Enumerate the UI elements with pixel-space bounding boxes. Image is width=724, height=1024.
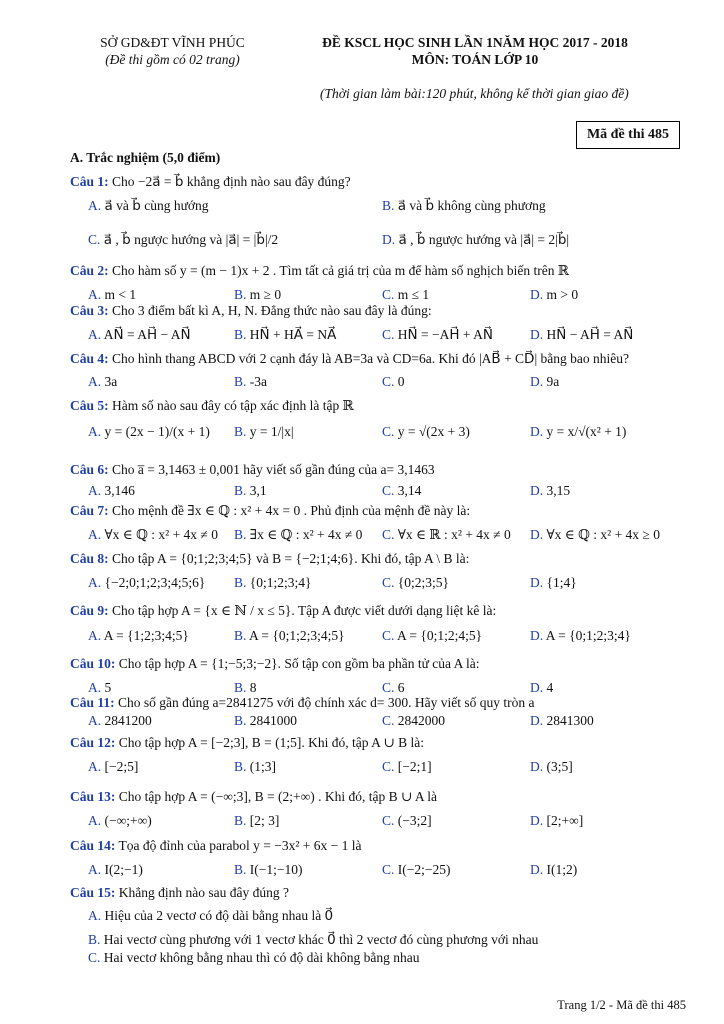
option-text: 8 (249, 680, 257, 695)
option-c (382, 628, 482, 644)
option-d (530, 713, 594, 729)
question-text: Cho tập hợp A = (−∞;3], B = (2;+∞) . Khi đó, tập B ∪ A là (118, 789, 438, 804)
question-5 (70, 398, 354, 414)
option-b (234, 628, 345, 644)
option-letter: D. (530, 759, 544, 774)
option-a (88, 483, 135, 499)
option-text: A = {0;1;2;3;4} (545, 628, 631, 643)
question-4 (70, 351, 629, 367)
option-c (382, 374, 405, 390)
option-text: m ≥ 0 (249, 287, 282, 302)
exam-subject: MÔN: TOÁN LỚP 10 (411, 52, 539, 67)
option-text: 5 (104, 680, 112, 695)
option-letter: B. (234, 287, 247, 302)
option-text: AN⃗ = AH⃗ − AN⃗ (103, 327, 191, 342)
question-label: Câu 3: (70, 303, 109, 318)
option-text: y = 1/|x| (249, 424, 294, 439)
option-text: Hai vectơ cùng phương với 1 vectơ khác 0⃗ thì 2 vectơ đó cùng phương với nhau (103, 932, 539, 947)
option-text: m < 1 (104, 287, 137, 302)
option-b (234, 483, 267, 499)
question-text: Tọa độ đỉnh của parabol y = −3x² + 6x − 1 là (118, 838, 362, 853)
option-a (88, 575, 205, 591)
question-label: Câu 4: (70, 351, 109, 366)
option-letter: C. (382, 759, 395, 774)
option-letter: A. (88, 327, 102, 342)
question-text: Khẳng định nào sau đây đúng ? (118, 885, 289, 900)
option-d (530, 813, 583, 829)
option-letter: B. (234, 424, 247, 439)
option-text: a⃗ , b⃗ ngược hướng và |a⃗| = 2|b⃗| (398, 232, 570, 247)
page-footer: Trang 1/2 - Mã đề thi 485 (557, 998, 686, 1012)
option-letter: A. (88, 862, 102, 877)
option-text: 3a (104, 374, 118, 389)
option-letter: A. (88, 287, 102, 302)
option-b (234, 759, 276, 775)
exam-code-box (576, 121, 680, 149)
option-text: (1;3] (249, 759, 277, 774)
question-13 (70, 789, 437, 805)
question-text: Cho tập hợp A = {1;−5;3;−2}. Số tập con gồm ba phần tử của A là: (118, 656, 480, 671)
question-label: Câu 11: (70, 695, 115, 710)
option-b (234, 680, 257, 696)
option-letter: B. (234, 575, 247, 590)
option-letter: D. (530, 287, 544, 302)
option-text: ∀x ∈ ℝ : x² + 4x ≠ 0 (397, 527, 511, 542)
option-d (530, 483, 570, 499)
option-text: m > 0 (546, 287, 579, 302)
option-text: 3,15 (546, 483, 571, 498)
option-a (88, 424, 210, 440)
option-b (234, 424, 294, 440)
question-text: Cho hình thang ABCD với 2 cạnh đáy là AB=3a và CD=6a. Khi đó |AB⃗ + CD⃗| bằng bao nhiêu? (112, 351, 629, 366)
option-text: m ≤ 1 (397, 287, 430, 302)
option-letter: B. (88, 932, 101, 947)
pages-note: (Đề thi gồm có 02 trang) (105, 52, 240, 67)
option-letter: C. (382, 374, 395, 389)
question-text: Cho 3 điểm bất kì A, H, N. Đẳng thức nào sau đây là đúng: (112, 303, 432, 318)
question-3 (70, 303, 432, 319)
option-c (382, 575, 449, 591)
option-b (234, 287, 281, 303)
question-label: Câu 6: (70, 462, 109, 477)
option-b (234, 374, 267, 390)
exam-title: ĐỀ KSCL HỌC SINH LẦN 1NĂM HỌC 2017 - 2018 (322, 35, 628, 50)
question-8 (70, 551, 469, 567)
option-letter: B. (234, 813, 247, 828)
option-d (530, 680, 553, 696)
question-label: Câu 1: (70, 174, 109, 189)
question-label: Câu 2: (70, 263, 109, 278)
question-text: Cho a̅ = 3,1463 ± 0,001 hãy viết số gần đúng của a= 3,1463 (112, 462, 435, 477)
option-text: I(−2;−25) (397, 862, 451, 877)
option-d (530, 374, 559, 390)
option-letter: A. (88, 628, 102, 643)
option-letter: B. (382, 198, 395, 213)
option-letter: D. (530, 713, 544, 728)
option-text: Hiệu của 2 vectơ có độ dài bằng nhau là 0⃗ (104, 908, 334, 923)
option-c (382, 527, 511, 543)
option-text: [−2;5] (104, 759, 139, 774)
option-letter: C. (382, 575, 395, 590)
option-a (88, 287, 136, 303)
question-label: Câu 10: (70, 656, 116, 671)
option-b (234, 813, 279, 829)
option-letter: C. (382, 862, 395, 877)
option-text: [2; 3] (249, 813, 280, 828)
option-text: a⃗ và b⃗ cùng hướng (104, 198, 209, 213)
question-text: Cho tập hợp A = [−2;3], B = (1;5]. Khi đó, tập A ∪ B là: (118, 735, 425, 750)
option-text: 3,1 (249, 483, 267, 498)
option-letter: C. (382, 628, 395, 643)
option-letter: B. (234, 628, 247, 643)
option-a (88, 198, 209, 214)
question-label: Câu 12: (70, 735, 116, 750)
option-letter: A. (88, 483, 102, 498)
option-text: (−∞;+∞) (104, 813, 152, 828)
option-text: y = x/√(x² + 1) (546, 424, 627, 439)
option-letter: D. (530, 813, 544, 828)
question-7 (70, 503, 470, 519)
question-label: Câu 9: (70, 603, 109, 618)
option-letter: B. (234, 327, 247, 342)
option-text: [2;+∞] (546, 813, 584, 828)
option-text: 9a (546, 374, 560, 389)
option-c (382, 424, 470, 440)
option-a (88, 813, 152, 829)
option-d (382, 232, 569, 248)
option-letter: C. (88, 232, 101, 247)
option-letter: B. (234, 862, 247, 877)
option-letter: C. (382, 287, 395, 302)
option-d (530, 327, 633, 343)
option-text: a⃗ , b⃗ ngược hướng và |a⃗| = |b⃗|/2 (103, 232, 279, 247)
option-letter: B. (234, 680, 247, 695)
option-letter: C. (382, 813, 395, 828)
option-letter: A. (88, 374, 102, 389)
option-text: I(1;2) (546, 862, 578, 877)
question-12 (70, 735, 424, 751)
option-letter: A. (88, 575, 102, 590)
option-d (530, 424, 626, 440)
option-text: 4 (546, 680, 554, 695)
option-text: 6 (397, 680, 405, 695)
option-text: 3,14 (397, 483, 422, 498)
option-text: 0 (397, 374, 405, 389)
option-letter: A. (88, 527, 102, 542)
option-c (382, 483, 421, 499)
option-text: Hai vectơ không bằng nhau thì có độ dài không bằng nhau (103, 950, 420, 965)
question-label: Câu 8: (70, 551, 109, 566)
option-text: ∀x ∈ ℚ : x² + 4x ≠ 0 (104, 527, 218, 542)
option-letter: B. (234, 713, 247, 728)
option-letter: C. (382, 713, 395, 728)
question-10 (70, 656, 480, 672)
question-label: Câu 5: (70, 398, 109, 413)
option-letter: D. (382, 232, 396, 247)
option-letter: D. (530, 575, 544, 590)
option-letter: B. (234, 374, 247, 389)
option-letter: A. (88, 424, 102, 439)
option-a (88, 759, 138, 775)
question-15 (70, 885, 289, 901)
option-text: {1;4} (546, 575, 577, 590)
school-name: SỞ GD&ĐT VĨNH PHÚC (100, 35, 245, 50)
option-d (530, 575, 577, 591)
option-letter: A. (88, 713, 102, 728)
option-text: {0;1;2;3;4} (249, 575, 312, 590)
option-text: a⃗ và b⃗ không cùng phương (397, 198, 546, 213)
option-d (530, 759, 573, 775)
option-text: (−3;2] (397, 813, 432, 828)
option-letter: A. (88, 759, 102, 774)
option-letter: D. (530, 527, 544, 542)
question-text: Cho tập hợp A = {x ∈ ℕ / x ≤ 5}. Tập A được viết dưới dạng liệt kê là: (112, 603, 497, 618)
option-text: 2841000 (249, 713, 298, 728)
option-letter: B. (234, 759, 247, 774)
option-letter: C. (88, 950, 101, 965)
question-11 (70, 695, 534, 711)
option-a (88, 527, 218, 543)
option-text: {0;2;3;5} (397, 575, 449, 590)
option-d (530, 527, 660, 543)
option-letter: D. (530, 374, 544, 389)
option-text: I(2;−1) (104, 862, 143, 877)
option-c (382, 327, 493, 343)
option-text: y = √(2x + 3) (397, 424, 470, 439)
option-d (530, 287, 578, 303)
option-letter: A. (88, 198, 102, 213)
option-letter: C. (382, 424, 395, 439)
option-letter: D. (530, 483, 544, 498)
option-b (234, 327, 336, 343)
time-note: (Thời gian làm bài:120 phút, không kể thời gian giao đề) (320, 86, 629, 101)
option-c (382, 813, 432, 829)
question-14 (70, 838, 361, 854)
question-6 (70, 462, 435, 478)
option-c (88, 232, 278, 248)
question-9 (70, 603, 496, 619)
option-letter: D. (530, 628, 544, 643)
question-text: Cho mệnh đề ∃x ∈ ℚ : x² + 4x = 0 . Phủ định của mệnh đề này là: (112, 503, 471, 518)
option-a (88, 374, 117, 390)
option-c (382, 713, 445, 729)
question-1 (70, 174, 351, 190)
option-letter: A. (88, 680, 102, 695)
option-a (88, 713, 152, 729)
option-d (530, 862, 577, 878)
option-b (382, 198, 546, 214)
option-d (530, 628, 631, 644)
option-letter: C. (382, 527, 395, 542)
option-letter: B. (234, 527, 247, 542)
option-text: ∀x ∈ ℚ : x² + 4x ≥ 0 (546, 527, 660, 542)
option-b (234, 713, 297, 729)
option-text: (3;5] (546, 759, 573, 774)
option-text: 2842000 (397, 713, 446, 728)
option-text: I(−1;−10) (249, 862, 303, 877)
option-letter: D. (530, 862, 544, 877)
option-text: [−2;1] (397, 759, 432, 774)
option-c (88, 950, 419, 966)
option-a (88, 862, 143, 878)
option-text: 2841300 (546, 713, 594, 728)
option-text: A = {0;1;2;3;4;5} (249, 628, 345, 643)
option-a (88, 680, 111, 696)
question-label: Câu 14: (70, 838, 116, 853)
option-letter: C. (382, 327, 395, 342)
option-text: HN⃗ − AH⃗ = AN⃗ (546, 327, 634, 342)
option-a (88, 908, 333, 924)
option-letter: D. (530, 424, 544, 439)
option-letter: A. (88, 908, 102, 923)
option-letter: C. (382, 680, 395, 695)
question-2 (70, 263, 569, 279)
option-text: HN⃗ + HA⃗ = NA⃗ (249, 327, 337, 342)
question-text: Cho hàm số y = (m − 1)x + 2 . Tìm tất cả giá trị của m để hàm số nghịch biến trên ℝ (112, 263, 570, 278)
question-text: Cho −2a⃗ = b⃗ khẳng định nào sau đây đúng? (112, 174, 351, 189)
option-text: A = {0;1;2;4;5} (397, 628, 483, 643)
option-a (88, 628, 189, 644)
option-letter: A. (88, 813, 102, 828)
option-letter: C. (382, 483, 395, 498)
question-label: Câu 13: (70, 789, 116, 804)
option-text: y = (2x − 1)/(x + 1) (104, 424, 210, 439)
question-text: Hàm số nào sau đây có tập xác định là tập ℝ (112, 398, 354, 413)
question-label: Câu 15: (70, 885, 116, 900)
option-c (382, 680, 405, 696)
option-text: ∃x ∈ ℚ : x² + 4x ≠ 0 (249, 527, 363, 542)
option-letter: D. (530, 680, 544, 695)
option-text: 2841200 (104, 713, 152, 728)
option-c (382, 759, 432, 775)
section-title: A. Trắc nghiệm (5,0 điểm) (70, 150, 221, 165)
question-text: Cho tập A = {0;1;2;3;4;5} và B = {−2;1;4;6}. Khi đó, tập A \ B là: (112, 551, 470, 566)
option-b (234, 862, 302, 878)
option-b (88, 932, 538, 948)
option-c (382, 862, 450, 878)
option-text: 3,146 (104, 483, 135, 498)
option-text: HN⃗ = −AH⃗ + AN⃗ (397, 327, 493, 342)
option-c (382, 287, 429, 303)
option-text: {−2;0;1;2;3;4;5;6} (104, 575, 206, 590)
option-a (88, 327, 191, 343)
option-text: -3a (249, 374, 268, 389)
option-letter: D. (530, 327, 544, 342)
option-b (234, 575, 311, 591)
option-letter: B. (234, 483, 247, 498)
question-label: Câu 7: (70, 503, 109, 518)
option-b (234, 527, 362, 543)
exam-code: Mã đề thi 485 (586, 127, 670, 142)
question-text: Cho số gần đúng a=2841275 với độ chính xác d= 300. Hãy viết số quy tròn a (118, 695, 535, 710)
option-text: A = {1;2;3;4;5} (103, 628, 189, 643)
